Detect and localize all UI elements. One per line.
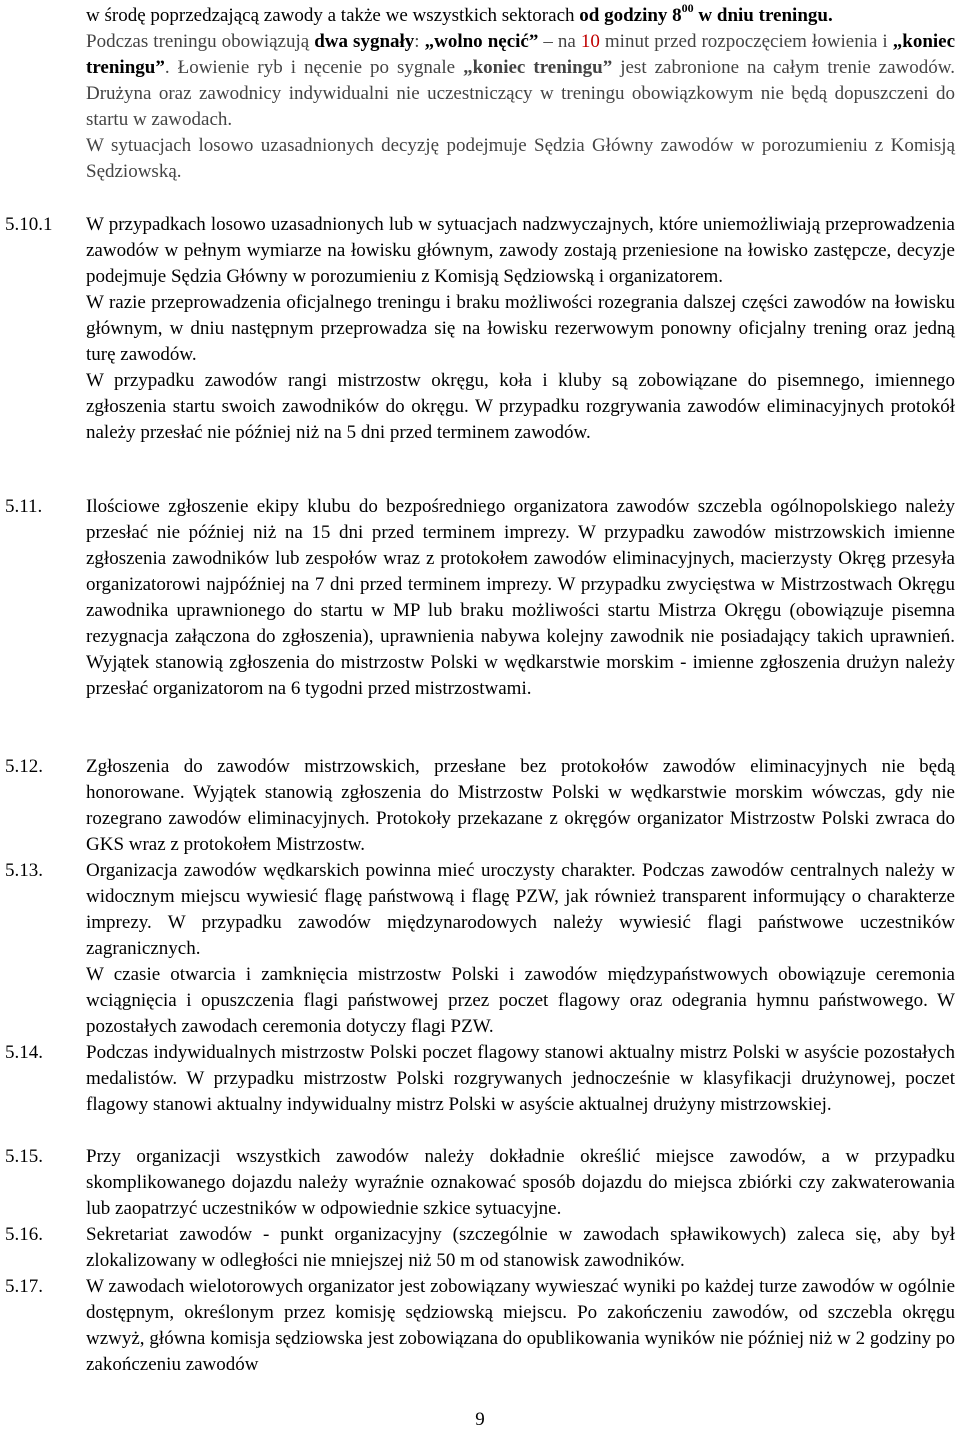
text-run: . Łowienie ryb i nęcenie po sygnale <box>164 57 464 78</box>
section-number: 5.12. <box>5 756 43 777</box>
intro-text: w środę poprzedzającą zawody a także we wszystkich sektorach <box>86 5 580 26</box>
section-paragraph: W zawodach wielotorowych organizator jest zobowiązany wywieszać wyniki po każdej turze zawodów w ogólnie dostępnym, określonym przez komisję sędziowską miejscu. Po zakończeniu zawodów, od szczebla okręgu wzwyż, główna komisja sędziowska jest zobowiązana do opublikowania wyników nie później niż w 2 godziny po zakończeniu zawodów <box>86 1276 955 1375</box>
section-paragraph: W przypadkach losowo uzasadnionych lub w sytuacjach nadzwyczajnych, które uniemożliwiają przeprowadzenia zawodów w pełnym wymiarze na łowisku głównym, zawody zostają przeniesione na łowisko zastępcze, decyzje podejmuje Sędzia Główny w porozumieniu z Komisją Sędziowską i organizatorem. <box>86 214 955 287</box>
section-body <box>86 1040 955 1118</box>
text-run: : <box>414 31 425 52</box>
text-run: jest zabronione na całym trenie zawodów. Drużyna oraz zawodnicy indywidualni nie uczestniczący w treningu obowiązkowym nie będą dopuszczeni do startu w zawodach. <box>86 57 955 130</box>
training-time-bold: od godziny 8 <box>579 5 682 26</box>
section-paragraph: Sekretariat zawodów - punkt organizacyjny (szczególnie w zawodach spławikowych) zaleca się, aby był zlokalizowany w odległości nie mniejszej niż 50 m od stanowisk zawodników. <box>86 1224 955 1271</box>
section-paragraph: W czasie otwarcia i zamknięcia mistrzostw Polski i zawodów międzypaństwowych obowiązuje ceremonia wciągnięcia i opuszczenia flagi państwowej przez poczet flagowy oraz odegrania hymnu państwowego. W pozostałych zawodach ceremonia dotyczy flagi PZW. <box>86 964 955 1037</box>
intro-body <box>86 3 955 185</box>
page-number: 9 <box>475 1409 485 1430</box>
text-run: minut przed rozpoczęciem łowienia i <box>599 31 893 52</box>
section-paragraph: Zgłoszenia do zawodów mistrzowskich, przesłane bez protokołów zawodów eliminacyjnych nie będą honorowane. Wyjątek stanowią zgłoszenia do Mistrzostw Polski w wędkarstwie morskim wówczas, gdy nie rozegrano zawodów eliminacyjnych. Protokoły przekazane z okręgów organizator Mistrzostw Polski zwraca do GKS wraz z protokołem Mistrzostw. <box>86 756 955 855</box>
section-number: 5.10.1 <box>5 214 53 235</box>
section-body <box>86 1222 955 1274</box>
signals-bold: dwa sygnały <box>314 31 415 52</box>
section-body <box>86 858 955 1040</box>
section-paragraph: W razie przeprowadzenia oficjalnego treningu i braku możliwości rozegrania dalszej części zawodów na łowisku głównym, w dniu następnym przeprowadza się na łowisku rezerwowym ponowny oficjalny trening oraz jedną turę zawodów. <box>86 292 955 365</box>
intro-paragraph-3: W sytuacjach losowo uzasadnionych decyzję podejmuje Sędzia Główny zawodów w porozumieniu z Komisją Sędziowską. <box>86 135 955 182</box>
intro-paragraph-1 <box>86 3 955 29</box>
intro-paragraph-2 <box>86 29 955 133</box>
section-body <box>86 212 955 446</box>
section-body <box>86 1274 955 1378</box>
section-paragraph: W przypadku zawodów rangi mistrzostw okręgu, koła i kluby są zobowiązane do pisemnego, imiennego zgłoszenia startu swoich zawodników do okręgu. W przypadku rozgrywania zawodów eliminacyjnych protokół należy przesłać nie później niż na 5 dni przed terminem zawodów. <box>86 370 955 443</box>
section-paragraph: Ilościowe zgłoszenie ekipy klubu do bezpośredniego organizatora zawodów szczebla ogólnopolskiego należy przesłać nie później niż na 15 dni przed terminem imprezy. W przypadku zawodów mistrzowskich imienne zgłoszenia zawodników lub zespołów wraz z protokołem zawodów eliminacyjnych, macierzysty Okręg przesyła organizatorowi najpóźniej na 7 dni przed terminem imprezy. W przypadku zwycięstwa w Mistrzostwach Okręgu zawodnika uprawnionego do startu w MP lub braku możliwości startu Mistrza Okręgu (obowiązuje pisemna rezygnacja załączona do zgłoszenia), uprawnienia nabywa kolejny zawodnik nie posiadający takich uprawnień. Wyjątek stanowią zgłoszenia do mistrzostw Polski w wędkarstwie morskim - imienne zgłoszenia drużyn należy przesłać organizatorom na 6 tygodni przed mistrzostwami. <box>86 496 955 699</box>
section-paragraph: Organizacja zawodów wędkarskich powinna mieć uroczysty charakter. Podczas zawodów centralnych należy w widocznym miejscu wywiesić flagę państwową i flagę PZW, jak również transparent informujący o charakterze imprezy. W przypadku zawodów międzynarodowych należy wywiesić flagi państwowe uczestników zagranicznych. <box>86 860 955 959</box>
section-number: 5.17. <box>5 1276 43 1297</box>
section-body <box>86 494 955 702</box>
minutes-number: 10 <box>580 31 600 52</box>
text-run: Podczas treningu obowiązują <box>86 31 315 52</box>
section-paragraph: Podczas indywidualnych mistrzostw Polski poczet flagowy stanowi aktualny mistrz Polski w asyście pozostałych medalistów. W przypadku mistrzostw Polski rozgrywanych jednocześnie w klasyfikacji drużynowej, poczet flagowy stanowi aktualny indywidualny mistrz Polski w asyście aktualnej drużyny mistrzowskiej. <box>86 1042 955 1115</box>
text-run: – na <box>538 31 581 52</box>
section-body <box>86 1144 955 1222</box>
section-number: 5.15. <box>5 1146 43 1167</box>
signal-wolno-necic: „wolno nęcić” <box>424 31 539 52</box>
section-paragraph: Przy organizacji wszystkich zawodów należy dokładnie określić miejsce zawodów, a w przypadku skomplikowanego dojazdu należy wyraźnie oznakować sposób dojazdu do miejsca zbiórki czy zakwaterowania lub zaopatrzyć uczestników w odpowiednie szkice sytuacyjne. <box>86 1146 955 1219</box>
signal-koniec-treningu: „koniec treningu” <box>86 31 956 78</box>
section-number: 5.11. <box>5 496 43 517</box>
section-body <box>86 754 955 858</box>
training-time-superscript: 00 <box>681 1 694 15</box>
section-number: 5.16. <box>5 1224 43 1245</box>
training-day-bold: w dniu treningu. <box>693 5 833 26</box>
section-number: 5.14. <box>5 1042 43 1063</box>
signal-koniec-treningu-2: „koniec treningu” <box>463 57 613 78</box>
section-number: 5.13. <box>5 860 43 881</box>
